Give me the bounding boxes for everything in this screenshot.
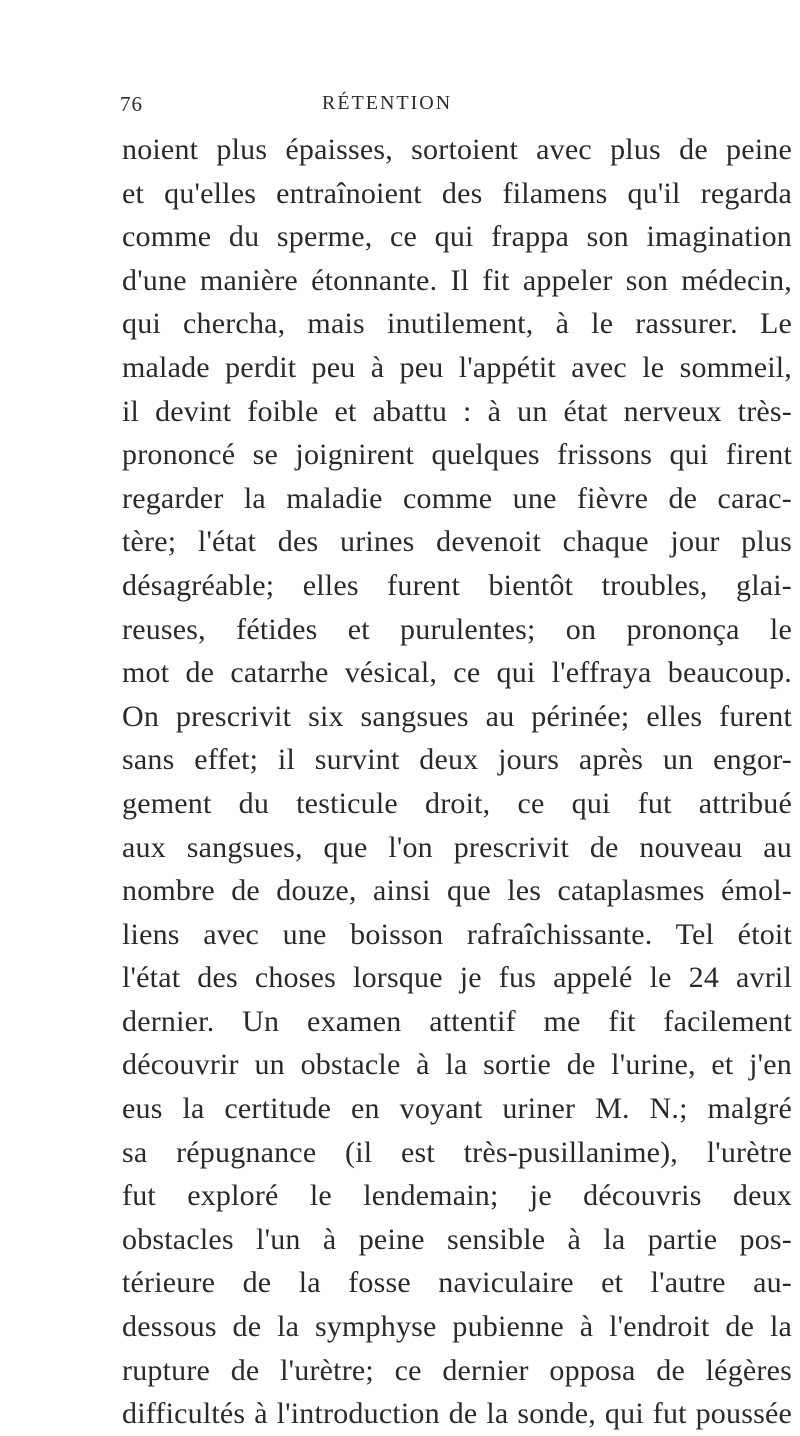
text-line: d'une manière étonnante. Il fit appeler son médecin, (122, 263, 792, 297)
text-line: regarder la maladie comme une fièvre de carac- (122, 481, 792, 515)
text-line: il devint foible et abattu : à un état nerveux très- (122, 394, 792, 428)
text-line: qui chercha, mais inutilement, à le rassurer. Le (122, 307, 792, 341)
running-head (120, 92, 780, 122)
text-line: eus la certitude en voyant uriner M. N.; malgré (122, 1092, 792, 1126)
page-number: 76 (120, 92, 143, 116)
text-line: noient plus épaisses, sortoient avec plus de peine (122, 133, 792, 166)
text-line: reuses, fétides et purulentes; on prononça le (122, 612, 792, 646)
text-line: mot de catarrhe vésical, ce qui l'effraya beaucoup. (122, 656, 792, 690)
text-line: rupture de l'urètre; ce dernier opposa de légères (122, 1353, 792, 1387)
text-line: comme du sperme, ce qui frappa son imagination (122, 220, 792, 254)
text-line: gement du testicule droit, ce qui fut attribué (122, 786, 792, 820)
text-line: nombre de douze, ainsi que les cataplasmes émol- (122, 874, 792, 908)
text-line: malade perdit peu à peu l'appétit avec le sommeil, (122, 350, 792, 384)
text-line: tère; l'état des urines devenoit chaque jour plus (122, 525, 792, 559)
text-line: découvrir un obstacle à la sortie de l'urine, et j'en (122, 1048, 792, 1082)
text-line: obstacles l'un à peine sensible à la partie pos- (122, 1222, 792, 1256)
text-line: prononcé se joignirent quelques frissons qui firent (122, 438, 792, 472)
text-line: l'état des choses lorsque je fus appelé le 24 avril (122, 961, 792, 995)
text-line: aux sangsues, que l'on prescrivit de nouveau au (122, 830, 792, 864)
text-line: On prescrivit six sangsues au périnée; elles furent (122, 699, 792, 733)
body-text (122, 128, 792, 1436)
text-line: et qu'elles entraînoient des filamens qu'il regarda (122, 176, 792, 210)
text-line: térieure de la fosse naviculaire et l'autre au- (122, 1266, 792, 1300)
text-line: sa répugnance (il est très-pusillanime), l'urètre (122, 1135, 792, 1169)
running-title: RÉTENTION (322, 92, 453, 114)
text-line: fut exploré le lendemain; je découvris deux (122, 1179, 792, 1213)
text-line: difficultés à l'introduction de la sonde, qui fut poussée (122, 1397, 792, 1431)
text-line: liens avec une boisson rafraîchissante. Tel étoit (122, 917, 792, 951)
text-line: désagréable; elles furent bientôt troubles, glai- (122, 568, 792, 602)
text-line: sans effet; il survint deux jours après un engor- (122, 743, 792, 777)
text-line: dessous de la symphyse pubienne à l'endroit de la (122, 1310, 792, 1344)
text-line: dernier. Un examen attentif me fit facilement (122, 1004, 792, 1038)
